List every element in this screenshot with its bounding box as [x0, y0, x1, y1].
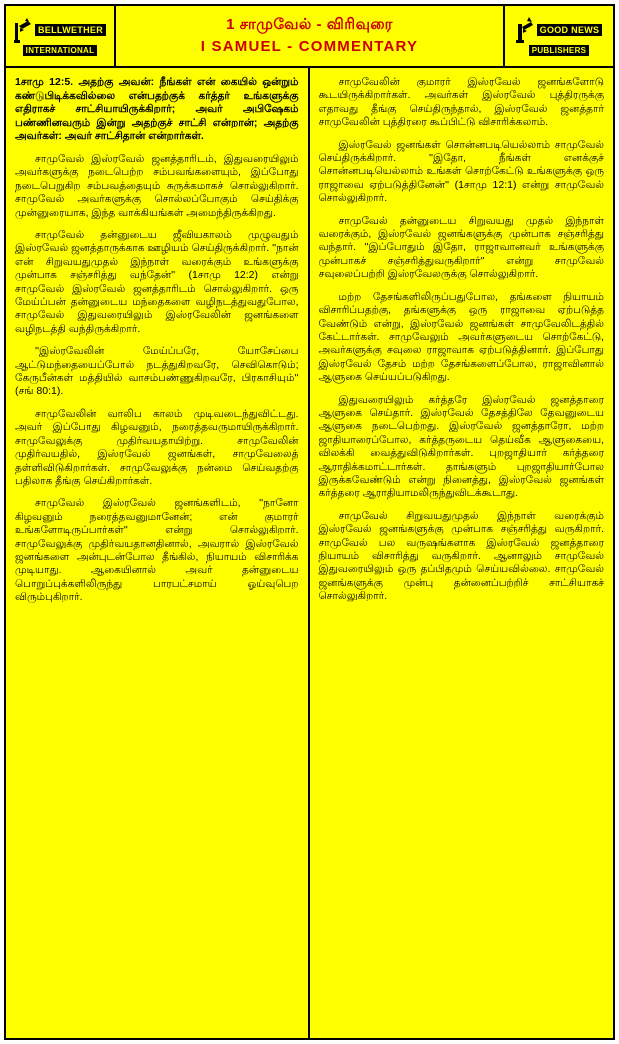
commentary-paragraph: சாமுவேல் தன்னுடைய ஜீவியகாலம் முழுவதும் இஸ்ரவேல் ஜனத்தாருக்காக ஊழியம் செய்திருக்கிறார். ''நான் என் சிறுவயதுமுதல் இந்நாள் வரைக்கும் உங்களுக்கு முன்பாக சஞ்சரித்து வந்தேன்'' (1சாமு 12:2) என்று சாமுவேல் இஸ்ரவேல் ஜனத்தாரிடம் சொல்லுகிறார். ஒரு மேய்ப்பன் தன்னுடைய மந்தைகளை வழிநடத்துவதுபோல, சாமுவேல் இதுவரையிலும் இஸ்ரவேலின் ஜனங்களை வழிநடத்தி வந்திருக்கிறார். — [15, 229, 299, 335]
right-logo-name: GOOD NEWS — [537, 24, 603, 36]
commentary-paragraph: ''இஸ்ரவேலின் மேய்ப்பரே, யோசேப்பை ஆட்டுமந்தையைப்போல் நடத்துகிறவரே, செவிகொடும்; கேருபீன்கள் மத்தியில் வாசம்பண்ணுகிறவரே, பிரகாசியும்'' (சங் 80:1). — [15, 345, 299, 398]
logo-row-right — [507, 17, 611, 43]
commentary-paragraph: சாமுவேல் சிறுவயதுமுதல் இந்நாள் வரைக்கும் இஸ்ரவேல் ஜனங்களுக்கு முன்பாக சஞ்சரித்து வருகிறார். சாமுவேல் பல வருஷங்களாக இஸ்ரவேல் ஜனத்தாரை நியாயம் விசாரித்து வருகிறார். ஆனாலும் சாமுவேல் இதுவரையிலும் ஒரு தப்பிதமும் செய்யவில்லை. சாமுவேல் ஜனங்களுக்கு முன்பு தன்னைப்பற்றிச் சாட்சியாகச் சொல்லுகிறார். — [318, 509, 604, 603]
right-logo-sub: PUBLISHERS — [529, 45, 590, 56]
commentary-paragraph: சாமுவேல் தன்னுடைய சிறுவயது முதல் இந்நாள் வரைக்கும், இஸ்ரவேல் ஜனங்களுக்கு முன்பாக சஞ்சரித்து வந்தார். ''இப்போதும் இதோ, ராஜாவானவர் உங்களுக்கு முன்பாகச் சஞ்சரித்துவருகிறார்'' என்று சாமுவேல் சவுலைப்பற்றி இஸ்ரவேலருக்கு சொல்லுகிறார். — [318, 214, 604, 281]
publisher-logo-right — [503, 6, 613, 66]
left-logo-sub: INTERNATIONAL — [23, 45, 98, 56]
commentary-paragraph: இதுவரையிலும் கர்த்தரே இஸ்ரவேல் ஜனத்தாரை ஆளுகை செய்தார். இஸ்ரவேல் தேசத்திலே தேவனுடைய ஆளுகை நடைபெற்றது. இஸ்ரவேல் ஜனத்தாரோ, மற்ற ஜாதியாரைப்போல, கர்த்தருடைய தெய்வீக ஆளுகையை, விலக்கி வைத்துவிடுகிறார்கள். புறஜாதியார் கர்த்தரை ஆராதிக்கமாட்டார்கள். தாங்களும் புறஜாதியார்போல இருக்கவேண்டும் என்று நினைத்து, இஸ்ரவேல் ஜனங்கள் கர்த்தரை ஆராதியாமலிருந்துவிடக்கூடாது. — [318, 393, 604, 500]
commentary-paragraph: சாமுவேலின் குமாரர் இஸ்ரவேல் ஜனங்களோடு கூடயிருக்கிறார்கள். அவர்கள் இஸ்ரவேல் புத்திரருக்கு எதாவது தீங்கு செய்திருந்தால், இஸ்ரவேல் ஜனத்தார் சாமுவேலின் புத்திரரை கூப்பிட்டு விசாரிக்கலாம். — [318, 76, 604, 129]
commentary-sheet — [4, 4, 615, 1040]
logo-row-left — [8, 17, 112, 43]
page-title — [116, 6, 503, 66]
publisher-logo-left — [6, 6, 116, 66]
commentary-paragraph: சாமுவேலின் வாலிப காலம் முடிவடைந்துவிட்டது. அவர் இப்போது கிழவனும், நரைத்தவருமாயிருக்கிறார். சாமுவேலுக்கு முதிர்வயதாயிற்று. சாமுவேலின் முதிர்வயதில், இஸ்ரவேல் ஜனங்கள், சாமுவேலைத் தள்ளிவிடுகிறார்கள். சாமுவேலுக்கு நன்மை செய்வதற்கு பதிலாக தீங்கு செய்கிறார்கள். — [15, 407, 299, 487]
left-logo-name: BELLWETHER — [35, 24, 106, 36]
right-column — [310, 68, 614, 1038]
page-header — [6, 6, 613, 68]
title-english: I SAMUEL - COMMENTARY — [200, 38, 419, 55]
lamp-emblem-icon — [14, 17, 32, 43]
commentary-paragraph: சாமுவேல் இஸ்ரவேல் ஜனங்களிடம், ''நானோ கிழவனும் நரைத்தவனுமானேன்; என் குமாரர் உங்களோடிருப்பார்கள்'' என்று சொல்லுகிறார். சாமுவேலுக்கு முதிர்வயதானதினால், அவரால் இஸ்ரவேல் ஜனங்களை அன்புடன்போல தீங்கில், நியாயம் விசாரிக்க முடியாது. ஆகையினால் அவர் தன்னுடைய பொறுப்புக்களிலிருந்து பாரபட்சமாய் ஓய்வுபெற விரும்புகிறார். — [15, 497, 299, 604]
commentary-paragraph: இஸ்ரவேல் ஜனங்கள் சொன்னபடியெல்லாம் சாமுவேல் செய்திருக்கிறார். ''இதோ, நீங்கள் எனக்குச் சொன்னபடியெல்லாம் உங்கள் சொற்கேட்டு உங்களுக்கு ஒரு ராஜாவை ஏற்படுத்தினேன்'' (1சாமு 12:1) என்று சாமுவேல் சொல்லுகிறார். — [318, 138, 604, 205]
commentary-paragraph: சாமுவேல் இஸ்ரவேல் ஜனத்தாரிடம், இதுவரையிலும் அவர்களுக்கு நடைபெற்ற சம்பவங்களையும், இப்போது நடைபெறுகிற சம்பவத்தையும் சுருக்கமாகச் சொல்லுகிறார். சாமுவேல் அவர்களுக்கு சொல்லப்போகும் செய்திக்கு முன்னுரையாக, இந்த வாக்கியங்கள் அமைந்திருக்கிறது. — [15, 152, 299, 219]
scripture-verse: 1சாமு 12:5. அதற்கு அவன்: நீங்கள் என் கையில் ஒன்றும் கண்டுபிடிக்கவில்லை என்பதற்குக் கர்த்தர் உங்களுக்கு எதிராகச் சாட்சியாயிருக்கிறார்; அவர் அபிஷேகம் பண்ணினவரும் இன்று அதற்குச் சாட்சி என்றான்; அதற்கு அவர்கள்: அவர் சாட்சிதான் என்றார்கள். — [15, 76, 299, 143]
left-column — [6, 68, 310, 1038]
title-tamil: 1 சாமுவேல் - விரிவுரை — [226, 16, 393, 33]
torch-emblem-icon — [516, 17, 534, 43]
commentary-paragraph: மற்ற தேசங்களிலிருப்பதுபோல, தங்களை நியாயம் விசாரிப்பதற்கு, தங்களுக்கு ஒரு ராஜாவை ஏற்படுத்த வேண்டும் என்று, இஸ்ரவேல் ஜனங்கள் சாமுவேலிடத்தில் கேட்டார்கள். சாமுவேலும் அவர்களுடைய சொற்கேட்டு, அவர்களுக்கு சவுலை ராஜாவாக ஏற்படுத்தினார். இப்போது இஸ்ரவேல் தேசம் மற்ற தேசங்களைப்போல, ராஜாவினால் ஆளுகை செய்யப்படுகிறது. — [318, 290, 604, 384]
two-column-body — [6, 68, 613, 1038]
